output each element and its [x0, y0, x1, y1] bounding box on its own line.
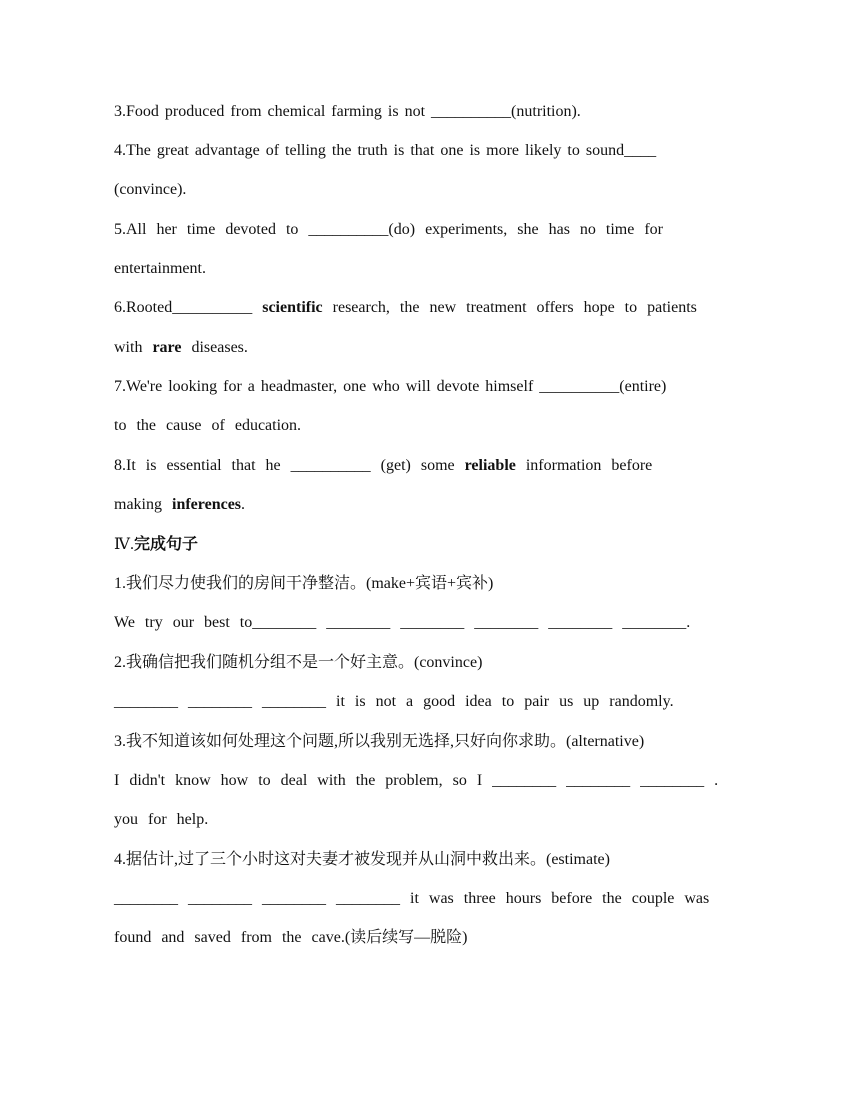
question-4-line-1: 4.The great advantage of telling the truth is that one is more likely to sound____ [114, 142, 657, 159]
sentence-1-english: We try our best to________ ________ ________ ________ ________ ________. [114, 614, 691, 631]
sentence-3-english-line-2: you for help. [114, 811, 209, 828]
keyword-inferences: inferences [172, 496, 242, 513]
keyword-rare: rare [152, 339, 182, 356]
question-7-line-2: to the cause of education. [114, 417, 302, 434]
question-8-text: . [241, 496, 246, 513]
question-7-line-1: 7.We're looking for a headmaster, one who will devote himself __________(entire) [114, 378, 667, 395]
keyword-reliable: reliable [464, 457, 516, 474]
question-6-line-1 [114, 298, 697, 318]
keyword-scientific: scientific [262, 299, 323, 316]
question-4-line-2: (convince). [114, 181, 187, 198]
question-6-line-2 [114, 338, 248, 358]
question-8-text: 8.It is essential that he __________ (get) some [114, 457, 465, 474]
sentence-2-chinese: 2.我确信把我们随机分组不是一个好主意。(convince) [114, 654, 483, 671]
question-8-line-2 [114, 495, 245, 515]
section-title: 完成句子 [133, 536, 198, 553]
sentence-4-english-line-1: ________ ________ ________ ________ it was three hours before the couple was [114, 890, 710, 907]
sentence-4-english-line-2: found and saved from the cave.(读后续写—脱险) [114, 929, 468, 946]
sentence-3-english-line-1: I didn't know how to deal with the problem, so I ________ ________ ________ . [114, 772, 719, 789]
question-5-line-1: 5.All her time devoted to __________(do) experiments, she has no time for [114, 221, 664, 238]
question-6-text: research, the new treatment offers hope to patients [322, 299, 697, 316]
question-8-line-1 [114, 456, 652, 476]
question-5-line-2: entertainment. [114, 260, 206, 277]
sentence-1-chinese: 1.我们尽力使我们的房间干净整洁。(make+宾语+宾补) [114, 575, 494, 592]
sentence-4-chinese: 4.据估计,过了三个小时这对夫妻才被发现并从山洞中救出来。(estimate) [114, 851, 610, 868]
section-number: Ⅳ. [114, 536, 134, 553]
section-4-heading [114, 535, 198, 555]
question-6-text: 6.Rooted__________ [114, 299, 263, 316]
question-3: 3.Food produced from chemical farming is not __________(nutrition). [114, 103, 581, 120]
question-6-text: diseases. [181, 339, 248, 356]
question-8-text: information before [515, 457, 653, 474]
question-6-text: with [114, 339, 153, 356]
sentence-3-chinese: 3.我不知道该如何处理这个问题,所以我别无选择,只好向你求助。(alternative) [114, 733, 645, 750]
question-8-text: making [114, 496, 172, 513]
sentence-2-english: ________ ________ ________ it is not a good idea to pair us up randomly. [114, 693, 674, 710]
